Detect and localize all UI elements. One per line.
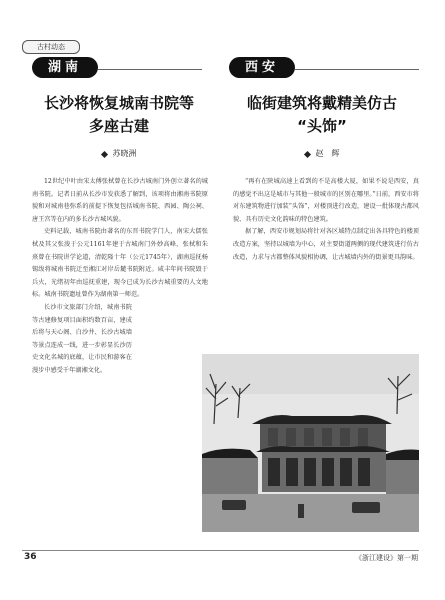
left-paragraph: 12世纪中叶由宋太傅张栻曾在长沙古城南门外创立著名的城南书院。记者日前从长沙市发获悉了解到，该项将由湘南书院原貌和对城南巷弥系的前提下恢复包括城南书院、西园、陶公祠、唐王宫等在内的多长沙古城风貌。 xyxy=(32,178,208,223)
divider-left xyxy=(98,69,202,70)
right-title-line2: “头饰” xyxy=(297,117,347,135)
right-author: 赵 辉 xyxy=(220,148,424,159)
right-article-body xyxy=(233,176,419,264)
diamond-icon xyxy=(303,150,310,157)
divider-right xyxy=(295,69,419,70)
journal-name: 《浙江建设》第一期 xyxy=(355,554,418,562)
page-number: 36 xyxy=(24,552,37,562)
left-title-line1: 长沙将恢复城南书院等 xyxy=(43,94,194,112)
section-tag: 古村动态 xyxy=(22,40,80,54)
city-badge-hunan: 湖南 xyxy=(32,57,98,78)
right-article-title xyxy=(220,92,424,138)
left-paragraph: 长沙市文旅部门介绍，城南书院等古建修复项目面积约数百亩，建成后将与天心阁、白沙井、长沙古城墙等景点连成一线，进一步彰显长沙历史文化名城的底蕴，让市民和游客在漫步中感受千年湖湘文化。 xyxy=(32,303,132,374)
street-photo-image xyxy=(202,354,419,532)
street-photo xyxy=(202,354,419,532)
city-badge-xian: 西安 xyxy=(229,57,295,78)
left-paragraph: 史料记载，城南书院由著名的东晋书院学门人，南宋大儒张栻及其父张浚于公元1161年建于古城南门外妙高峰，张栻和朱熹曾在书院讲学论道，清乾隆十年（公元1745年），湖南巡抚杨锡绂将城南书院迁至湘江对岸岳麓书院附近。咸丰年间书院毁于兵火，光绪初年由巡抚重建，现今已成为长沙古城重要的人文地标。城南书院遗址曾作为湖南第一师范。 xyxy=(32,228,208,299)
right-paragraph: “再有在陕城高速上看到的不是高楼大厦，如果不说是西安，真的感觉不出这是城市与其他一般城市的区别在哪里。”日前，西安市将对东建筑物进行加装“头饰”，对楼顶进行改造，建设一批体现古都风貌、具有历史文化韵味的特色建筑。 xyxy=(233,178,419,223)
diamond-icon xyxy=(100,150,107,157)
left-article-body xyxy=(32,176,208,378)
footer-divider xyxy=(22,550,419,551)
right-paragraph: 据了解，西安市规划局将针对各区域特点制定出各具特色的楼顶改造方案，坚持以城墙为中心，对主要街道两侧的现代建筑进行仿古改造，力求与古都整体风貌相协调，让古城墙内外的街景更具韵味。 xyxy=(233,228,419,261)
left-author: 苏晓洲 xyxy=(32,148,206,159)
right-title-line1: 临街建筑将戴精美仿古 xyxy=(246,94,397,112)
left-title-line2: 多座古建 xyxy=(88,117,149,135)
left-article-title xyxy=(32,92,206,138)
